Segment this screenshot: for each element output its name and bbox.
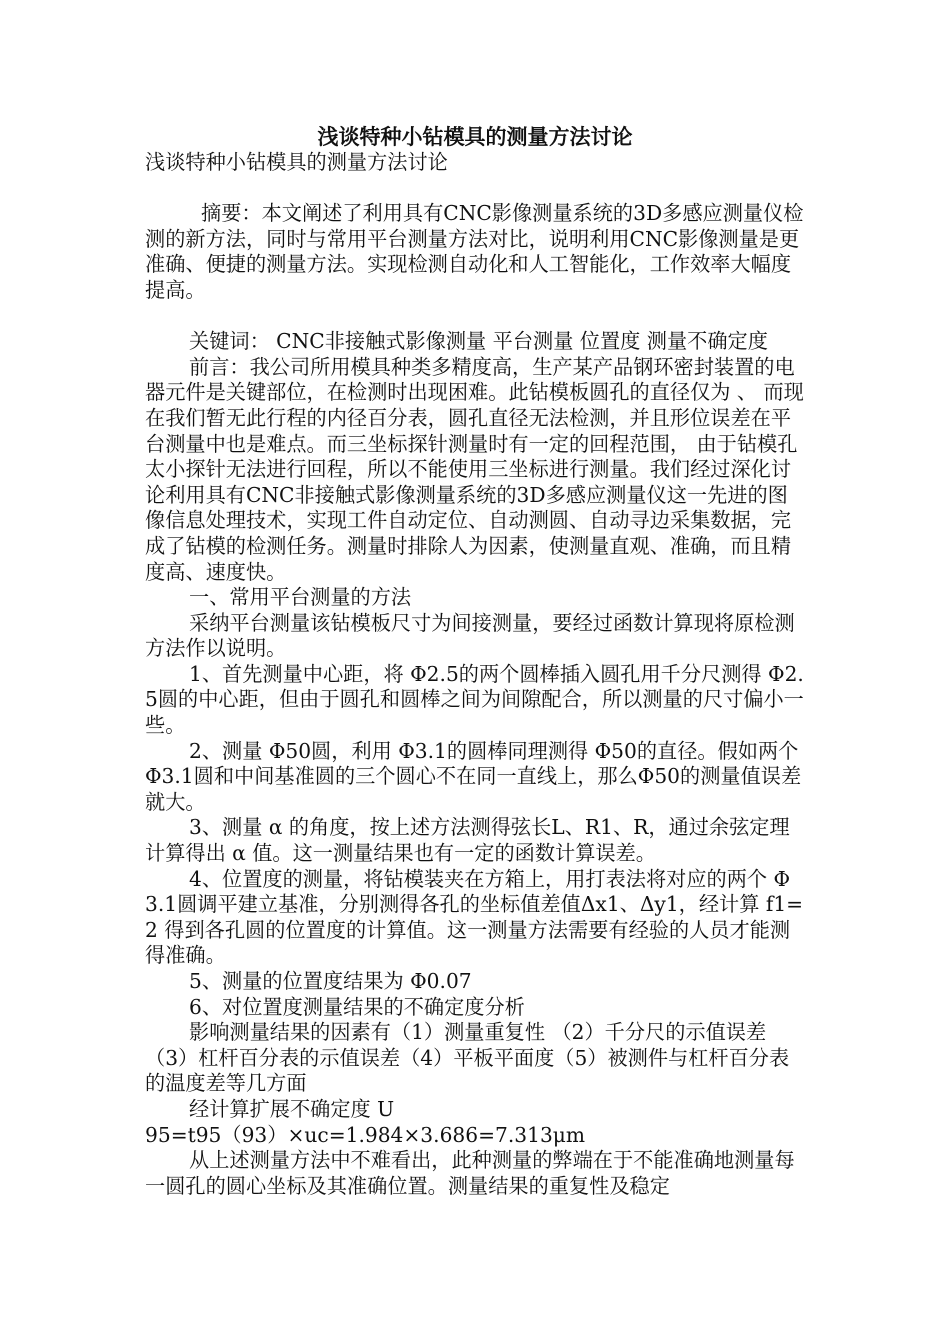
section1-intro: 采纳平台测量该钻模板尺寸为间接测量，要经过函数计算现将原检测方法作以说明。 [145,610,795,661]
abstract-paragraph: 摘要：本文阐述了利用具有CNC影像测量系统的3D多感应测量仪检测的新方法，同时与常用平台测量方法对比，说明利用CNC影像测量是更准确、便捷的测量方法。实现检测自动化和人工智能化，工作效率大幅度提高。 [145,201,804,302]
document-body [145,150,805,1199]
method-item-4: 4、位置度的测量，将钻模装夹在方箱上，用打表法将对应的两个 Φ3.1圆调平建立基准，分别测得各孔的坐标值差值Δx1、Δy1，经计算 f1=2 得到各孔圆的位置度的计算值。这一测量方法需要有经验的人员才能测得准确。 [145,866,804,968]
preface-paragraph: 前言：我公司所用模具种类多精度高，生产某产品钢环密封装置的电器元件是关键部位，在检测时出现困难。此钻模板圆孔的直径仅为 、 而现在我们暂无此行程的内径百分表，圆孔直径无法检测，并且形位误差在平台测量中也是难点。而三坐标探针测量时有一定的回程范围， 由于钻模孔太小探针无法进行回程，所以不能使用三坐标进行测量。我们经过深化讨论利用具有CNC非接触式影像测量系统的3D多感应测量仪这一先进的图像信息处理技术，实现工件自动定位、自动测圆、自动寻边采集数据，完成了钻模的检测任务。测量时排除人为因素，使测量直观、准确，而且精度高、速度快。 [145,354,804,584]
section1-heading: 一、常用平台测量的方法 [189,585,412,610]
uncertainty-formula-line: 95=t95（93）×uc=1.984×3.686=7.313μm [145,1122,586,1147]
keywords-paragraph: 关键词： CNC非接触式影像测量 平台测量 位置度 测量不确定度 [189,329,768,354]
method-item-2: 2、测量 Φ50圆，利用 Φ3.1的圆棒同理测得 Φ50的直径。假如两个 Φ3.1圆和中间基准圆的三个圆心不在同一直线上，那么Φ50的测量值误差就大。 [145,738,802,814]
document-subtitle: 浅谈特种小钻模具的测量方法讨论 [145,150,448,174]
blank-line [145,176,805,202]
influence-factors-paragraph: 影响测量结果的因素有（1）测量重复性 （2）千分尺的示值误差 （3）杠杆百分表的示值误差（4）平板平面度（5）被测件与杠杆百分表的温度差等几方面 [145,1020,790,1096]
method-item-3: 3、测量 α 的角度，按上述方法测得弦长L、R1、R，通过余弦定理计算得出 α 值。这一测量结果也有一定的函数计算误差。 [145,815,790,866]
conclusion-paragraph: 从上述测量方法中不难看出，此种测量的弊端在于不能准确地测量每一圆孔的圆心坐标及其准确位置。测量结果的重复性及稳定 [145,1148,795,1198]
document-title: 浅谈特种小钻模具的测量方法讨论 [317,124,633,149]
blank-line [145,304,805,330]
method-item-6: 6、对位置度测量结果的不确定度分析 [189,994,525,1019]
method-item-1: 1、首先测量中心距，将 Φ2.5的两个圆棒插入圆孔用千分尺测得 Φ2.5圆的中心距，但由于圆孔和圆棒之间为间隙配合，所以测量的尺寸偏小一些。 [145,661,804,738]
method-item-5: 5、测量的位置度结果为 Φ0.07 [189,969,472,993]
expanded-uncertainty-line: 经计算扩展不确定度 U [189,1096,395,1121]
